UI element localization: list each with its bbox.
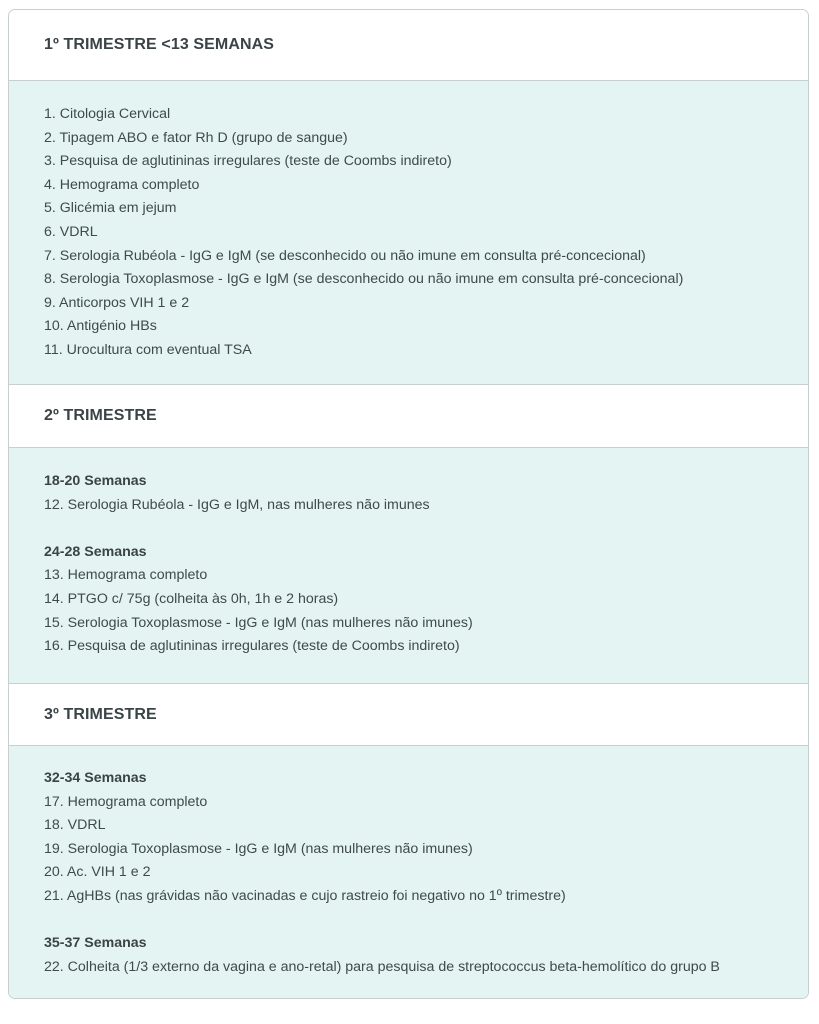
section-body-trimester-2 bbox=[9, 448, 808, 684]
list-item: 15. Serologia Toxoplasmose - IgG e IgM (nas mulheres não imunes) bbox=[44, 614, 473, 631]
list-item: 7. Serologia Rubéola - IgG e IgM (se desconhecido ou não imune em consulta pré-concecional) bbox=[44, 247, 646, 264]
list-item: 9. Anticorpos VIH 1 e 2 bbox=[44, 294, 190, 311]
list-item: 5. Glicémia em jejum bbox=[44, 200, 177, 217]
list-item: 20. Ac. VIH 1 e 2 bbox=[44, 864, 151, 881]
section-title: 3º TRIMESTRE bbox=[44, 705, 157, 723]
group-subtitle: 24-28 Semanas bbox=[44, 543, 147, 560]
list-item: 22. Colheita (1/3 externo da vagina e ano-retal) para pesquisa de streptococcus beta-hemolítico do grupo B bbox=[44, 958, 720, 975]
group-subtitle: 35-37 Semanas bbox=[44, 935, 147, 952]
section-body-trimester-3 bbox=[9, 746, 808, 999]
list-item: 8. Serologia Toxoplasmose - IgG e IgM (se desconhecido ou não imune em consulta pré-concecional) bbox=[44, 271, 684, 288]
list-item: 12. Serologia Rubéola - IgG e IgM, nas mulheres não imunes bbox=[44, 496, 430, 513]
list-item: 11. Urocultura com eventual TSA bbox=[44, 341, 252, 358]
group-subtitle: 32-34 Semanas bbox=[44, 770, 147, 786]
list-item: 10. Antigénio HBs bbox=[44, 318, 157, 335]
list-item: 14. PTGO c/ 75g (colheita às 0h, 1h e 2 horas) bbox=[44, 590, 339, 607]
group-spacer bbox=[44, 517, 808, 541]
list-item: 19. Serologia Toxoplasmose - IgG e IgM (nas mulheres não imunes) bbox=[44, 840, 473, 857]
section-body-trimester-1 bbox=[9, 81, 808, 385]
list-item: 4. Hemograma completo bbox=[44, 176, 200, 193]
section-title: 2º TRIMESTRE bbox=[44, 407, 157, 424]
section-header-trimester-2 bbox=[9, 385, 808, 448]
section-header-trimester-1 bbox=[9, 10, 808, 81]
list-item: 1. Citologia Cervical bbox=[44, 106, 171, 122]
list-item: 6. VDRL bbox=[44, 223, 98, 240]
group-subtitle: 18-20 Semanas bbox=[44, 473, 147, 489]
group-spacer bbox=[44, 909, 808, 933]
exams-table-card bbox=[8, 9, 809, 999]
section-header-trimester-3 bbox=[9, 684, 808, 746]
list-item: 16. Pesquisa de aglutininas irregulares (teste de Coombs indireto) bbox=[44, 638, 460, 655]
list-item: 3. Pesquisa de aglutininas irregulares (teste de Coombs indireto) bbox=[44, 153, 452, 170]
section-title: 1º TRIMESTRE <13 SEMANAS bbox=[44, 36, 275, 53]
list-item: 18. VDRL bbox=[44, 817, 106, 834]
list-item: 21. AgHBs (nas grávidas não vacinadas e cujo rastreio foi negativo no 1º trimestre) bbox=[44, 887, 566, 904]
list-item: 2. Tipagem ABO e fator Rh D (grupo de sangue) bbox=[44, 129, 348, 146]
list-item: 13. Hemograma completo bbox=[44, 567, 208, 584]
list-item: 17. Hemograma completo bbox=[44, 793, 208, 810]
